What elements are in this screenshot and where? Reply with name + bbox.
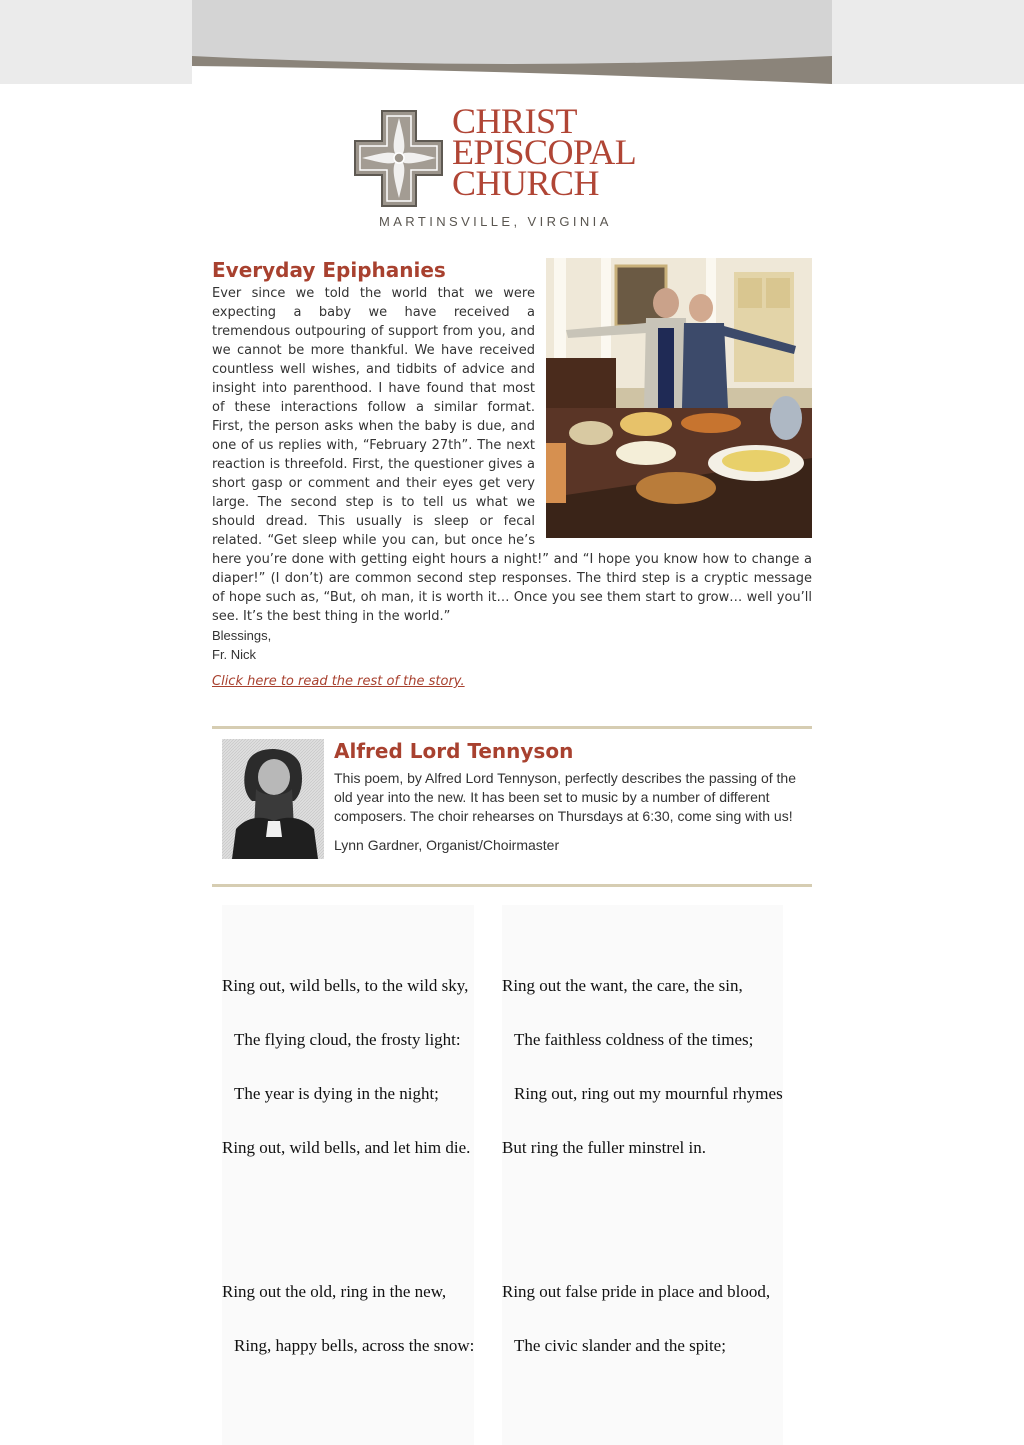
cross-icon <box>352 108 446 210</box>
article-title: Everyday Epiphanies <box>212 258 446 282</box>
poem-stanza <box>502 1247 783 1391</box>
poem-right-column <box>502 905 783 1445</box>
church-location: MARTINSVILLE, VIRGINIA <box>379 214 612 229</box>
poem-line: The flying cloud, the frosty light: <box>234 1030 461 1049</box>
section-divider-2 <box>212 884 812 887</box>
poem-line: The civic slander and the spite; <box>514 1336 726 1355</box>
article-photo <box>546 258 812 538</box>
tennyson-portrait <box>222 739 324 859</box>
tennyson-title: Alfred Lord Tennyson <box>334 739 574 763</box>
poem-stanza <box>222 1247 474 1391</box>
poem-line: But ring the fuller minstrel in. <box>502 1138 706 1157</box>
poem-line: Ring out, wild bells, and let him die. <box>222 1138 471 1157</box>
church-name-line2: EPISCOPAL <box>452 132 637 172</box>
poem-line: Ring out, ring out my mournful rhymes <box>514 1084 783 1103</box>
poem-line: Ring, happy bells, across the snow: <box>234 1336 475 1355</box>
poem-stanza <box>502 941 783 1193</box>
tennyson-text <box>334 739 804 855</box>
poem-line: The year is dying in the night; <box>234 1084 439 1103</box>
poem-line: Ring out false pride in place and blood, <box>502 1282 771 1301</box>
poem-line: Ring out the old, ring in the new, <box>222 1282 447 1301</box>
church-name-line1: CHRIST <box>452 101 578 141</box>
tennyson-signature: Lynn Gardner, Organist/Choirmaster <box>334 837 560 853</box>
header-banner <box>192 0 832 84</box>
church-name-line3: CHURCH <box>452 163 600 203</box>
newsletter-container <box>192 0 832 1355</box>
poem-line: Ring out the want, the care, the sin, <box>502 976 743 995</box>
read-more-link[interactable]: Click here to read the rest of the story. <box>212 674 465 689</box>
article-body: Ever since we told the world that we were expecting a baby we have received a tremendous outpouring of support from you, and we cannot be more thankful. We have received countless well wishes, and tidbits of advice and insight into parenthood. I have found that most of these interactions follow a similar format. First, the person asks when the baby is due, and one of us replies with, “February 27th”. The next reaction is threefold. First, the questioner gives a short gasp or comment and their eyes get very large. The second step is to tell us what we should dread. This usually is sleep or fecal related. “Get sleep while you can, but once he’s here you’re done with getting eight hours a night!” and “I hope you know how to change a diaper!” (I don’t) are common second step responses. The third step is a cryptic message of hope such as, “But, oh man, it is worth it… Once you see them start to grow… well you’ll see. It’s the best thing in the world.” <box>212 286 812 624</box>
church-logo <box>352 101 677 230</box>
tennyson-body: This poem, by Alfred Lord Tennyson, perfectly describes the passing of the old year into the new. It has been set to music by a number of different composers. The choir rehearses on Thursdays at 6:30, come sing with us! <box>334 770 796 824</box>
section-divider <box>212 726 812 729</box>
article-signature: Fr. Nick <box>212 647 257 662</box>
poem-left-column <box>222 905 474 1445</box>
article-everyday-epiphanies <box>212 258 812 689</box>
church-name <box>452 101 637 203</box>
poem-line: The faithless coldness of the times; <box>514 1030 754 1049</box>
poem-line: Ring out, wild bells, to the wild sky, <box>222 976 469 995</box>
poem-stanza <box>222 941 474 1193</box>
article-closing: Blessings, <box>212 628 272 643</box>
